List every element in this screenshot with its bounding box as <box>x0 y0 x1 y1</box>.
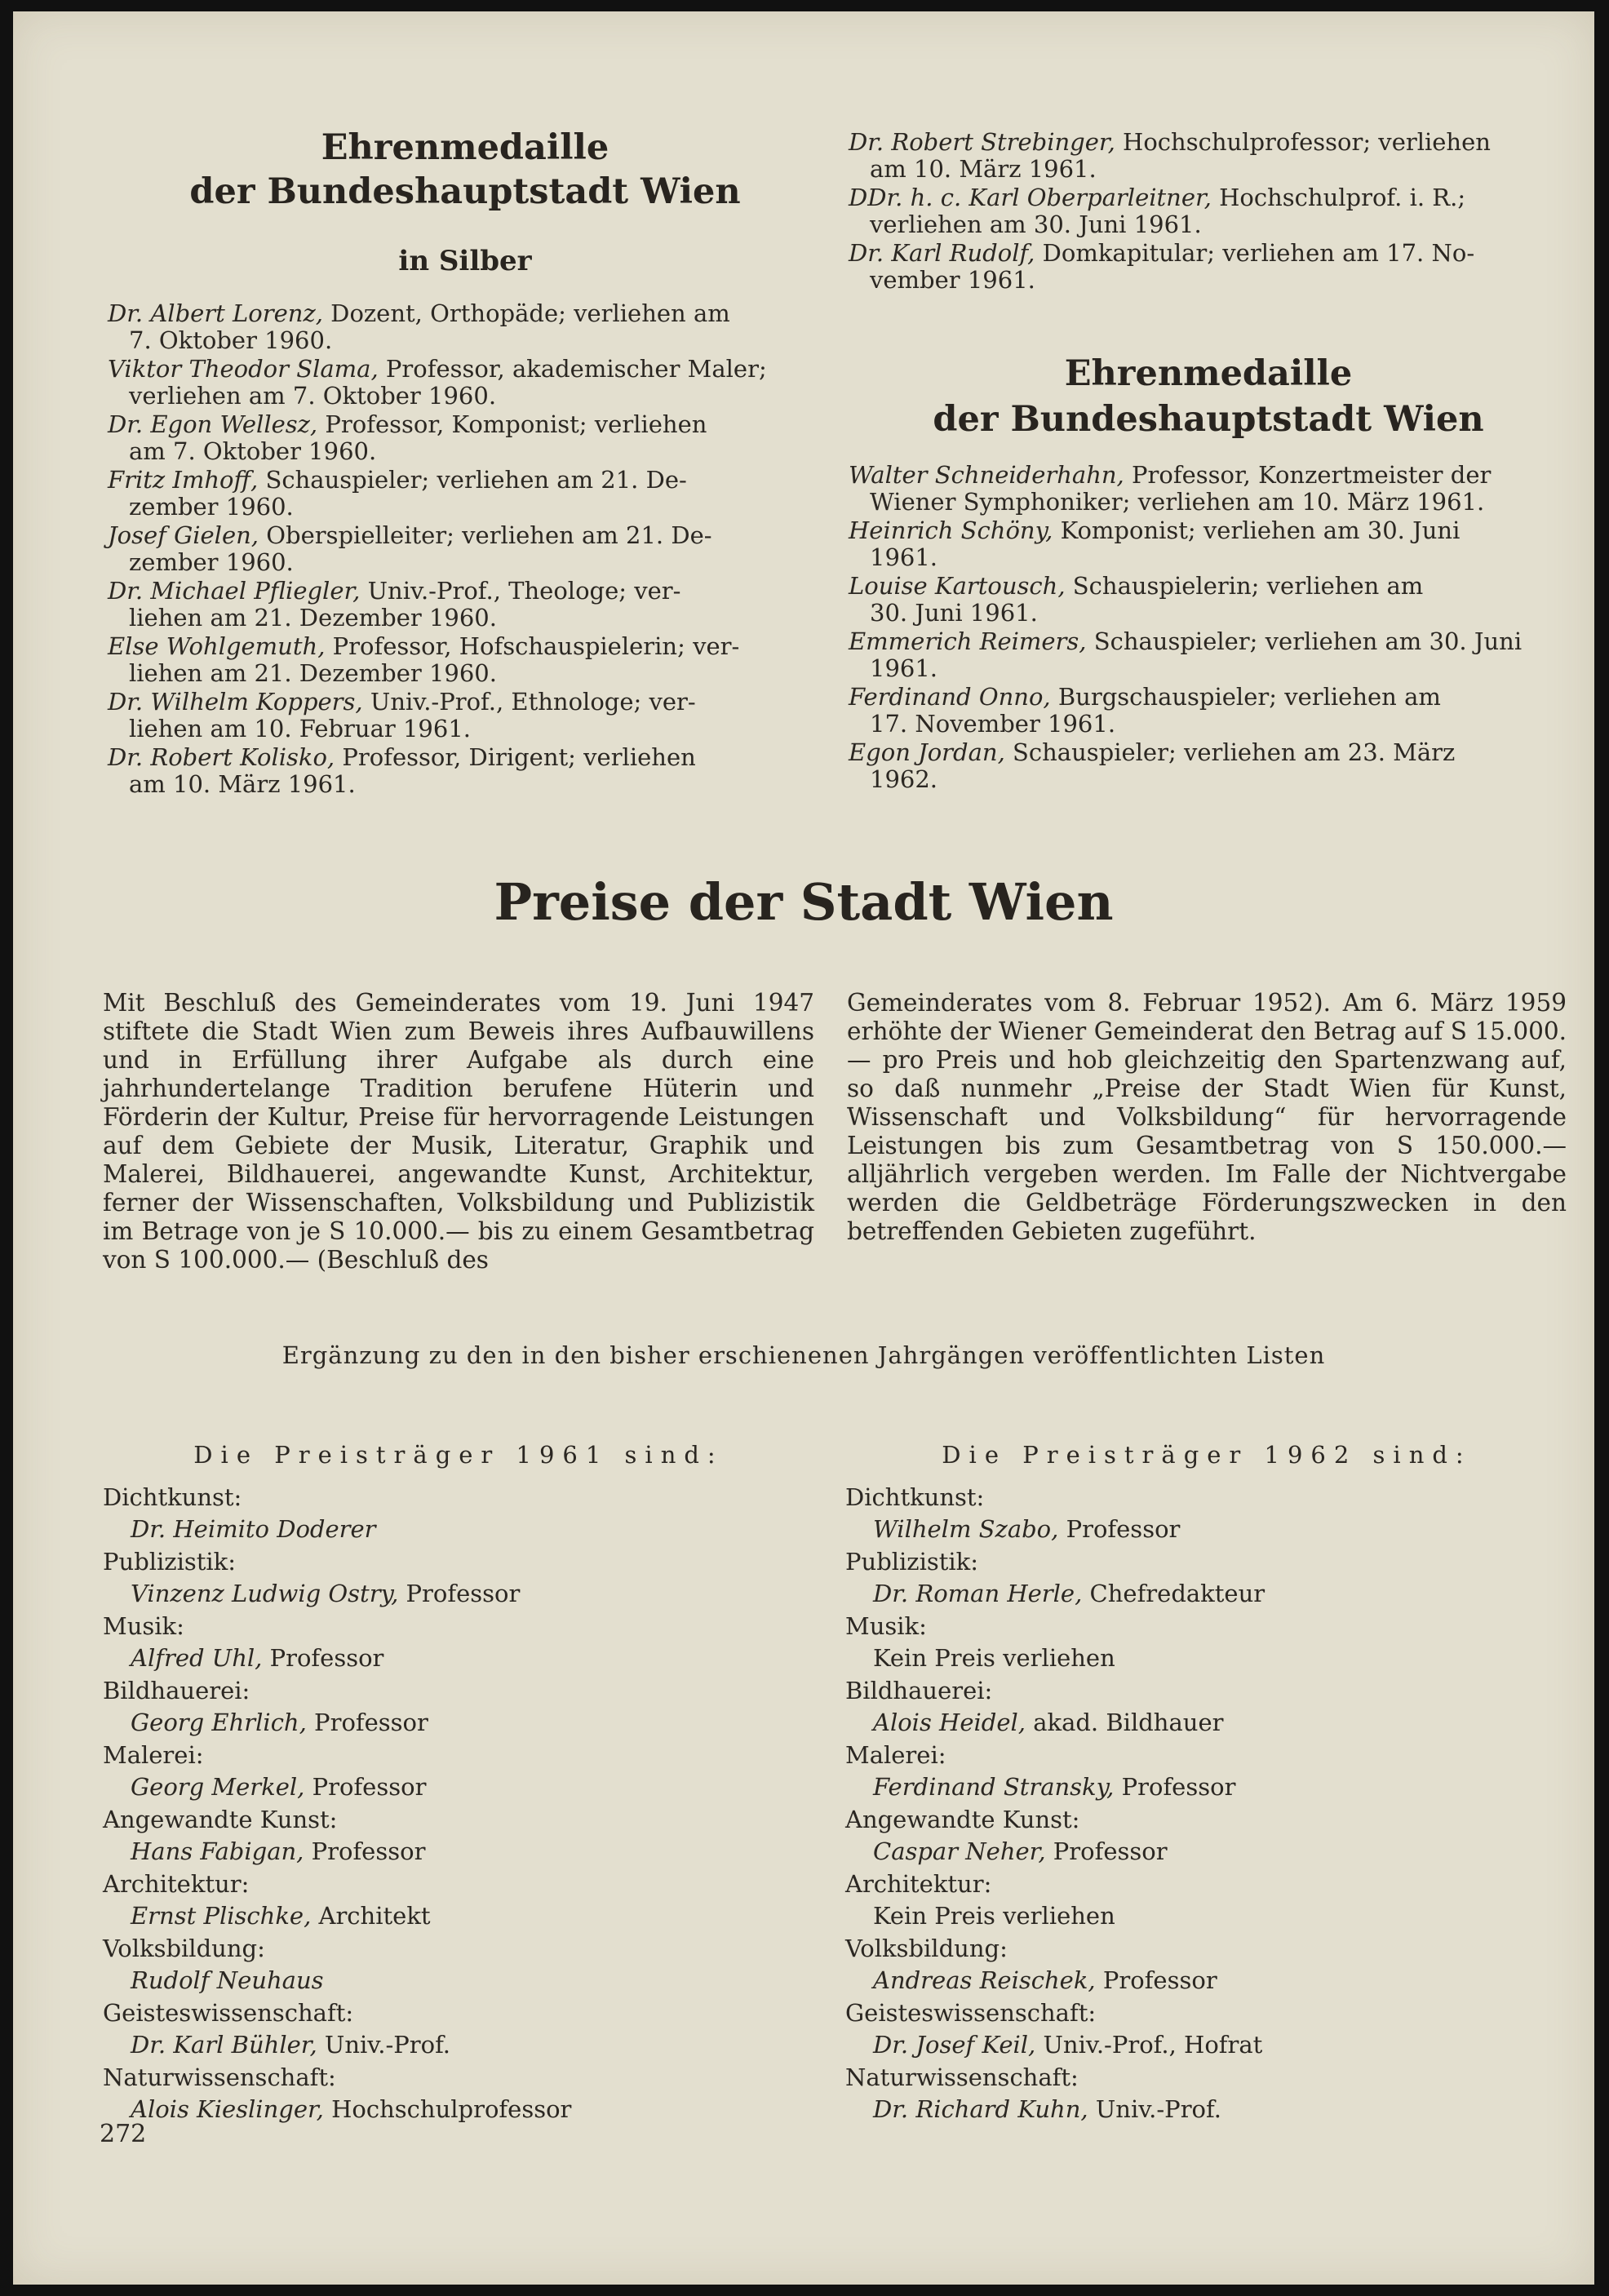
winner-name: Rudolf Neuhaus <box>131 1966 324 1994</box>
entry-text: Hochschulprofessor; verliehen <box>1115 128 1491 156</box>
winner-title: Chefredakteur <box>1082 1580 1265 1607</box>
silver-medal-heading <box>106 126 824 214</box>
entry-continuation: liehen am 21. Dezember 1960. <box>129 659 497 687</box>
entry-name: Ferdinand Onno, <box>849 683 1051 711</box>
entry-text: Univ.-Prof., Ethnologe; ver- <box>362 688 696 716</box>
medal-entry <box>849 573 1568 627</box>
entry-continuation: liehen am 10. Februar 1961. <box>129 715 471 742</box>
prize-category: Geisteswissenschaft: <box>845 1999 1097 2027</box>
page-number: 272 <box>100 2120 147 2148</box>
document-page <box>13 11 1594 2285</box>
winner-name: Caspar Neher, <box>873 1837 1046 1865</box>
entry-text: Schauspielerin; verliehen am <box>1065 572 1424 600</box>
right-top-entry <box>849 184 1568 238</box>
entry-text: Burgschauspieler; verliehen am <box>1050 683 1441 711</box>
winner-title: Professor <box>304 1837 426 1865</box>
silver-entries-list <box>108 300 821 800</box>
right-top-entry <box>849 129 1568 183</box>
entry-name: Josef Gielen, <box>108 521 259 549</box>
prize-winner <box>103 1578 814 1610</box>
winners-1962-heading: Die Preisträger 1962 sind: <box>942 1441 1472 1469</box>
medal-entry <box>849 684 1568 738</box>
entry-name: Emmerich Reimers, <box>849 627 1087 655</box>
prize-winner <box>845 1900 1565 1932</box>
entry-name: Dr. Robert Strebinger, <box>849 128 1115 156</box>
prize-category: Bildhauerei: <box>845 1677 993 1704</box>
prize-category: Dichtkunst: <box>103 1483 242 1511</box>
prize-category: Naturwissenschaft: <box>845 2063 1079 2091</box>
right-top-entry <box>849 240 1568 294</box>
winners-1961-list <box>103 1482 814 2126</box>
prize-winner <box>845 1836 1565 1868</box>
winner-name: Dr. Karl Bühler, <box>131 2031 317 2059</box>
prize-winner <box>845 1514 1565 1545</box>
prize-category: Publizistik: <box>845 1548 979 1576</box>
winner-title: Univ.-Prof. <box>317 2031 451 2059</box>
right-top-entries-list <box>849 129 1568 295</box>
supplement-note: Ergänzung zu den in den bisher erschienenen Jahrgängen veröffentlichten Listen <box>281 1341 1326 1369</box>
prize-category: Volksbildung: <box>845 1935 1008 1962</box>
entry-text: Professor, Hofschauspielerin; ver- <box>325 632 740 660</box>
entry-text: Schauspieler; verliehen am 23. März <box>1004 738 1456 766</box>
silver-title-line2: der Bundeshauptstadt Wien <box>189 171 741 212</box>
prize-winner <box>103 1900 814 1932</box>
entry-continuation: am 7. Oktober 1960. <box>129 437 377 465</box>
entry-text: Schauspieler; verliehen am 30. Juni <box>1086 627 1523 655</box>
entry-continuation: 1962. <box>870 765 938 793</box>
winner-name: Dr. Heimito Doderer <box>131 1515 376 1543</box>
medal-entry <box>849 628 1568 682</box>
entry-name: Louise Kartousch, <box>849 572 1066 600</box>
silver-entry <box>108 300 821 354</box>
medal-entry <box>849 739 1568 793</box>
entry-text: Dozent, Orthopäde; verliehen am <box>322 299 730 327</box>
entry-text: Professor, Konzertmeister der <box>1124 461 1492 489</box>
winner-name: Dr. Roman Herle, <box>873 1580 1083 1607</box>
prize-category: Publizistik: <box>103 1548 237 1576</box>
entry-name: Else Wohlgemuth, <box>108 632 326 660</box>
entry-text: Hochschulprof. i. R.; <box>1211 184 1466 211</box>
medal-entry <box>849 462 1568 516</box>
medal-entry <box>849 517 1568 571</box>
prize-category: Musik: <box>103 1612 184 1640</box>
prizes-title: Preise der Stadt Wien <box>494 872 1114 932</box>
prize-category: Angewandte Kunst: <box>103 1806 338 1833</box>
entry-name: Dr. Wilhelm Koppers, <box>108 688 363 716</box>
winners-1962-list <box>845 1482 1565 2126</box>
winner-name: Ernst Plischke, <box>131 1902 312 1930</box>
winner-title: Professor <box>398 1580 521 1607</box>
entry-continuation: 7. Oktober 1960. <box>129 326 333 354</box>
entry-name: Dr. Robert Kolisko, <box>108 743 335 771</box>
prize-category: Bildhauerei: <box>103 1677 250 1704</box>
winner-title: Kein Preis verliehen <box>873 1902 1115 1930</box>
prize-winner <box>103 1642 814 1674</box>
prize-winner <box>103 1965 814 1997</box>
prize-winner <box>103 1771 814 1803</box>
entry-text: Professor, Komponist; verliehen <box>317 410 707 438</box>
entry-text: Professor, Dirigent; verliehen <box>335 743 696 771</box>
winner-name: Alfred Uhl, <box>131 1644 263 1672</box>
entry-text: Schauspieler; verliehen am 21. De- <box>258 466 687 494</box>
silver-entry <box>108 744 821 798</box>
entry-name: Dr. Michael Pfliegler, <box>108 577 361 605</box>
entry-continuation: 1961. <box>870 543 938 571</box>
entry-text: Domkapitular; verliehen am 17. No- <box>1035 239 1475 267</box>
entry-continuation: vember 1961. <box>870 266 1035 294</box>
winner-name: Ferdinand Stransky, <box>873 1773 1115 1801</box>
silver-entry <box>108 522 821 576</box>
silver-entry <box>108 411 821 465</box>
winner-title: Professor <box>1114 1773 1236 1801</box>
winner-title: Univ.-Prof., Hofrat <box>1035 2031 1263 2059</box>
winner-title: Professor <box>306 1709 428 1736</box>
silver-title-line1: Ehrenmedaille <box>321 127 609 168</box>
winner-name: Alois Kieslinger, <box>131 2095 324 2123</box>
prize-winner <box>845 1642 1565 1674</box>
entry-continuation: liehen am 21. Dezember 1960. <box>129 604 497 632</box>
winner-title: Professor <box>1045 1837 1168 1865</box>
prize-category: Geisteswissenschaft: <box>103 1999 354 2027</box>
prize-winner <box>103 2029 814 2061</box>
winner-title: Professor <box>1095 1966 1217 1994</box>
medal-heading <box>849 351 1568 442</box>
winner-name: Vinzenz Ludwig Ostry, <box>131 1580 399 1607</box>
prizes-paragraph-right: Gemeinderates vom 8. Februar 1952). Am 6. März 1959 erhöhte der Wiener Gemeinderat den Betrag auf S 15.000.— pro Preis und hob gleichzeitig den Spartenzwang auf, so daß nunmehr „Preise der Stadt Wien für Kunst, Wissenschaft und Volksbildung“ für hervorragende Leistungen bis zum Gesamtbetrag von S 150.000.— alljährlich vergeben werden. Im Falle der Nichtvergabe werden die Geldbeträge Förderungszwecken in den betreffenden Gebieten zugeführt. <box>847 989 1567 1245</box>
prize-winner <box>845 1771 1565 1803</box>
silver-entry <box>108 578 821 632</box>
winner-name: Hans Fabigan, <box>131 1837 304 1865</box>
winner-name: Dr. Richard Kuhn, <box>873 2095 1088 2123</box>
entry-name: Dr. Egon Wellesz, <box>108 410 318 438</box>
silver-entry <box>108 633 821 687</box>
entry-continuation: am 10. März 1961. <box>129 770 356 798</box>
entry-name: Viktor Theodor Slama, <box>108 355 379 383</box>
entry-continuation: 30. Juni 1961. <box>870 599 1038 627</box>
entry-text: Oberspielleiter; verliehen am 21. De- <box>259 521 712 549</box>
silver-entry <box>108 467 821 521</box>
entry-name: Heinrich Schöny, <box>849 516 1053 544</box>
prize-category: Musik: <box>845 1612 927 1640</box>
prize-winner <box>845 1707 1565 1739</box>
winner-name: Alois Heidel, <box>873 1709 1026 1736</box>
entry-continuation: am 10. März 1961. <box>870 155 1097 183</box>
entry-name: Walter Schneiderhahn, <box>849 461 1124 489</box>
winner-title: Professor <box>1058 1515 1181 1543</box>
prize-winner <box>103 1514 814 1545</box>
entry-continuation: Wiener Symphoniker; verliehen am 10. März 1961. <box>870 488 1485 516</box>
winner-title: Architekt <box>311 1902 431 1930</box>
winner-name: Georg Ehrlich, <box>131 1709 307 1736</box>
silver-subtitle: in Silber <box>398 245 532 277</box>
winner-title: Hochschulprofessor <box>323 2095 572 2123</box>
prize-winner <box>845 2094 1565 2125</box>
entry-continuation: 1961. <box>870 654 938 682</box>
winner-name: Wilhelm Szabo, <box>873 1515 1059 1543</box>
winner-name: Andreas Reischek, <box>873 1966 1096 1994</box>
winner-name: Georg Merkel, <box>131 1773 305 1801</box>
entry-name: Fritz Imhoff, <box>108 466 259 494</box>
prize-winner <box>103 1707 814 1739</box>
prize-category: Architektur: <box>103 1870 250 1898</box>
winners-1961-heading: Die Preisträger 1961 sind: <box>193 1441 724 1469</box>
entry-name: Dr. Karl Rudolf, <box>849 239 1035 267</box>
winner-title: Univ.-Prof. <box>1088 2095 1221 2123</box>
entry-continuation: 17. November 1961. <box>870 710 1116 738</box>
entry-text: Univ.-Prof., Theologe; ver- <box>360 577 681 605</box>
entry-text: Professor, akademischer Maler; <box>378 355 767 383</box>
winner-title: Professor <box>304 1773 427 1801</box>
prize-category: Dichtkunst: <box>845 1483 985 1511</box>
silver-entry <box>108 356 821 410</box>
winner-title: Kein Preis verliehen <box>873 1644 1115 1672</box>
prize-winner <box>103 2094 814 2125</box>
entry-name: DDr. h. c. Karl Oberparleitner, <box>849 184 1212 211</box>
prize-winner <box>103 1836 814 1868</box>
prize-category: Volksbildung: <box>103 1935 265 1962</box>
prizes-paragraph-left: Mit Beschluß des Gemeinderates vom 19. Juni 1947 stiftete die Stadt Wien zum Beweis ihres Aufbauwillens und in Erfüllung ihrer Aufgabe als durch eine jahrhundertelange Tradition berufene Hüterin und Förderin der Kultur, Preise für hervorragende Leistungen auf dem Gebiete der Musik, Literatur, Graphik und Malerei, Bildhauerei, angewandte Kunst, Architektur, ferner der Wissenschaften, Volksbildung und Publizistik im Betrage von je S 10.000.— bis zu einem Gesamtbetrag von S 100.000.— (Beschluß des <box>103 989 814 1274</box>
silver-entry <box>108 689 821 742</box>
prize-category: Malerei: <box>845 1741 946 1769</box>
entry-name: Dr. Albert Lorenz, <box>108 299 323 327</box>
prize-winner <box>845 2029 1565 2061</box>
medal-title-line1: Ehrenmedaille <box>1064 353 1353 394</box>
prize-category: Angewandte Kunst: <box>845 1806 1080 1833</box>
entry-name: Egon Jordan, <box>849 738 1005 766</box>
prize-category: Naturwissenschaft: <box>103 2063 336 2091</box>
prize-winner <box>845 1578 1565 1610</box>
entry-continuation: zember 1960. <box>129 493 294 521</box>
winner-title: akad. Bildhauer <box>1026 1709 1224 1736</box>
prize-category: Architektur: <box>845 1870 992 1898</box>
entry-continuation: verliehen am 7. Oktober 1960. <box>129 382 497 410</box>
prize-winner <box>845 1965 1565 1997</box>
winner-name: Dr. Josef Keil, <box>873 2031 1036 2059</box>
entry-text: Komponist; verliehen am 30. Juni <box>1053 516 1461 544</box>
medal-title-line2: der Bundeshauptstadt Wien <box>933 399 1484 440</box>
medal-entries-list <box>849 462 1568 795</box>
winner-title: Professor <box>262 1644 384 1672</box>
entry-continuation: zember 1960. <box>129 548 294 576</box>
entry-continuation: verliehen am 30. Juni 1961. <box>870 211 1202 238</box>
prize-category: Malerei: <box>103 1741 204 1769</box>
